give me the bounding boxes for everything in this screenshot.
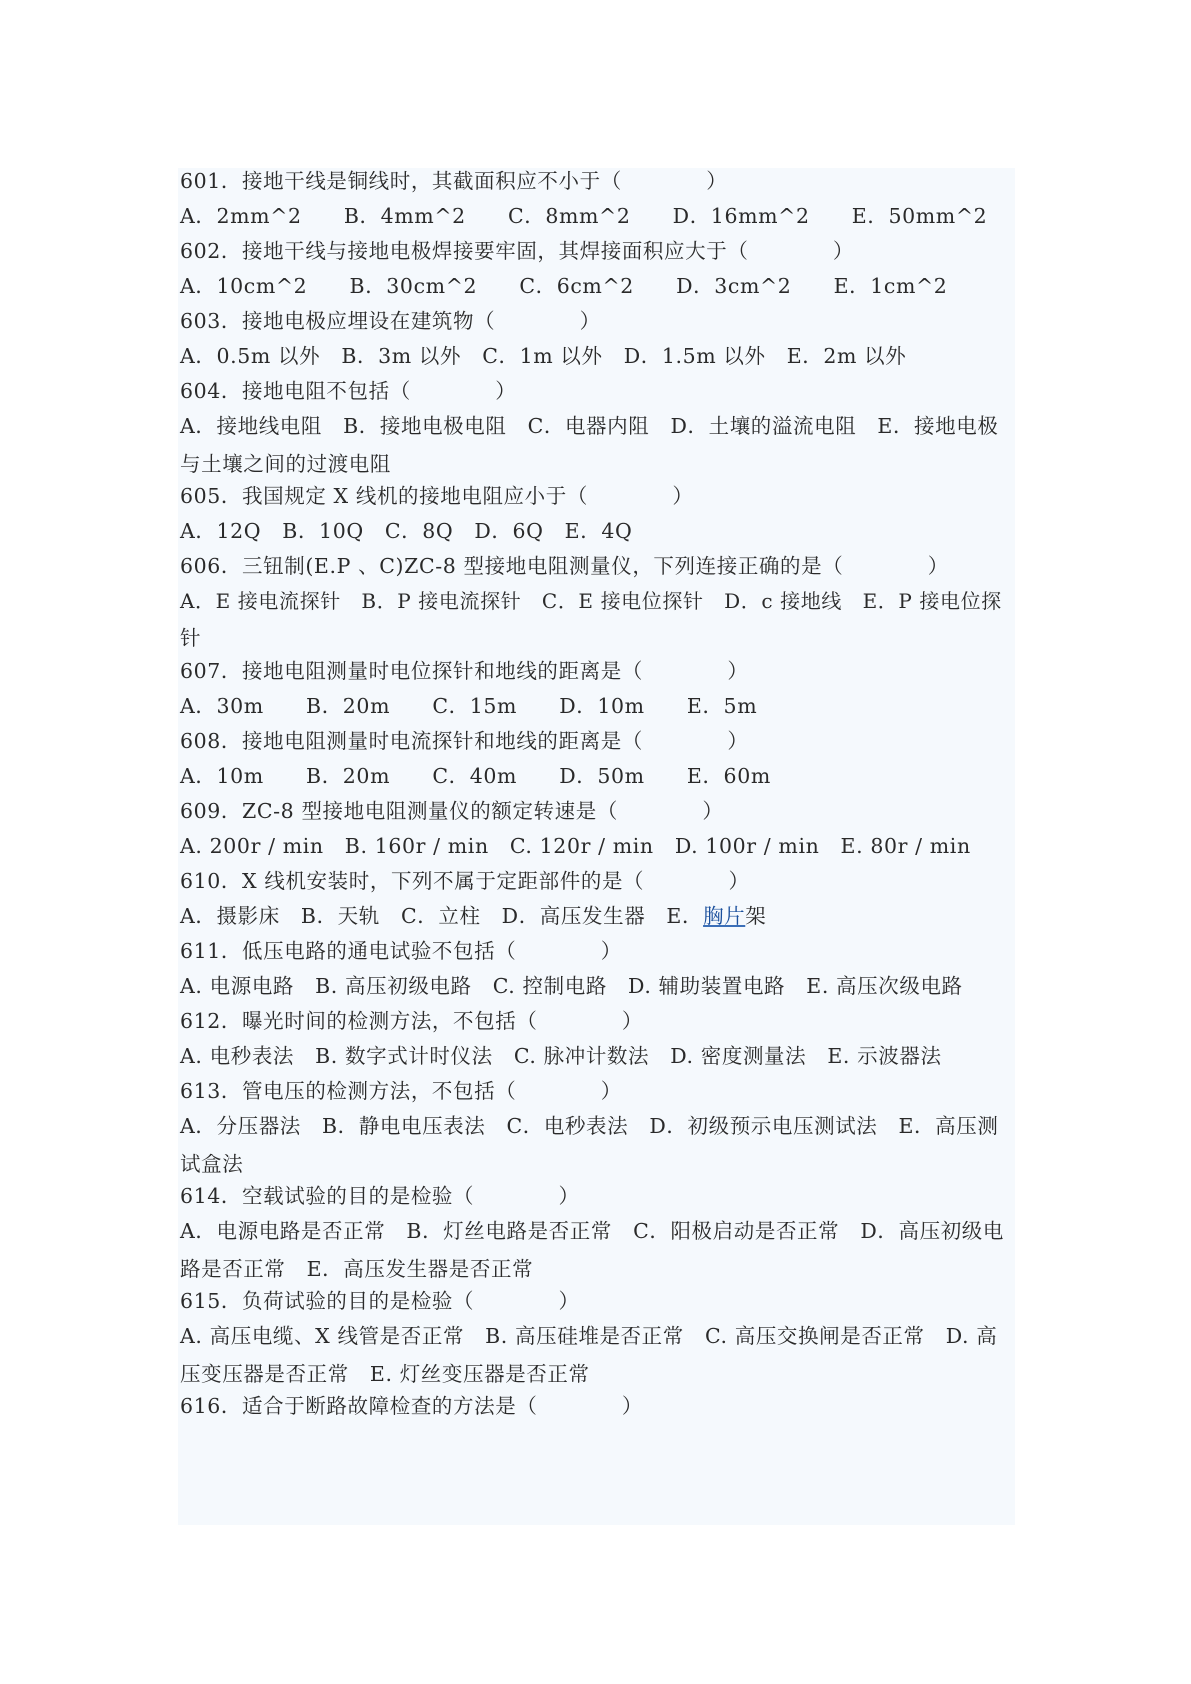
options-612: A. 电秒表法 B. 数字式计时仪法 C. 脉冲计数法 D. 密度测量法 E. 示波器法 <box>180 1044 942 1068</box>
options-615-cont: 压变压器是否正常 E. 灯丝变压器是否正常 <box>180 1362 590 1386</box>
options-614-cont: 路是否正常 E．高压发生器是否正常 <box>180 1257 534 1281</box>
options-604: A．接地线电阻 B．接地电极电阻 C．电器内阻 D．土壤的溢流电阻 E．接地电极 <box>180 414 999 438</box>
options-613: A．分压器法 B．静电电压表法 C．电秒表法 D．初级预示电压测试法 E．高压测 <box>180 1114 999 1138</box>
question-606: 606．三钮制(E.P 、C)ZC-8 型接地电阻测量仪，下列连接正确的是（ ） <box>180 554 949 578</box>
question-610: 610．X 线机安装时，下列不属于定距部件的是（ ） <box>180 869 750 893</box>
options-606-cont: 针 <box>180 626 202 650</box>
options-609: A. 200r / min B. 160r / min C. 120r / min D. 100r / min E. 80r / min <box>180 834 971 858</box>
options-602: A．10cm^2 B．30cm^2 C．6cm^2 D．3cm^2 E．1cm^2 <box>180 274 948 298</box>
options-615: A. 高压电缆、X 线管是否正常 B. 高压硅堆是否正常 C. 高压交换闸是否正常 D. 高 <box>180 1324 998 1348</box>
options-611: A. 电源电路 B. 高压初级电路 C. 控制电路 D. 辅助装置电路 E. 高压次级电路 <box>180 974 963 998</box>
options-606: A．E 接电流探针 B．P 接电流探针 C．E 接电位探针 D．c 接地线 E．P 接电位探 <box>180 589 1002 613</box>
question-614: 614．空载试验的目的是检验（ ） <box>180 1184 580 1208</box>
question-block <box>178 168 1015 1525</box>
question-615: 615．负荷试验的目的是检验（ ） <box>180 1289 580 1313</box>
question-612: 612．曝光时间的检测方法，不包括（ ） <box>180 1009 643 1033</box>
options-610-tail: 架 <box>745 904 767 928</box>
options-601: A．2mm^2 B．4mm^2 C．8mm^2 D．16mm^2 E．50mm^2 <box>180 204 988 228</box>
options-605: A．12Q B．10Q C．8Q D．6Q E．4Q <box>180 519 633 543</box>
question-616: 616．适合于断路故障检查的方法是（ ） <box>180 1394 643 1418</box>
options-610-text: A．摄影床 B．天轨 C．立柱 D．高压发生器 E． <box>180 904 704 928</box>
question-601: 601．接地干线是铜线时，其截面积应不小于（ ） <box>180 169 728 193</box>
question-607: 607．接地电阻测量时电位探针和地线的距离是（ ） <box>180 659 749 683</box>
question-608: 608．接地电阻测量时电流探针和地线的距离是（ ） <box>180 729 749 753</box>
options-610 <box>180 903 766 929</box>
options-603: A．0.5m 以外 B．3m 以外 C．1m 以外 D．1.5m 以外 E．2m 以外 <box>180 344 907 368</box>
question-602: 602．接地干线与接地电极焊接要牢固，其焊接面积应大于（ ） <box>180 239 854 263</box>
question-613: 613．管电压的检测方法，不包括（ ） <box>180 1079 622 1103</box>
options-613-cont: 试盒法 <box>180 1152 244 1176</box>
options-608: A．10m B．20m C．40m D．50m E．60m <box>180 764 771 788</box>
chest-film-link[interactable]: 胸片 <box>703 904 746 928</box>
question-609: 609．ZC-8 型接地电阻测量仪的额定转速是（ ） <box>180 799 724 823</box>
question-611: 611．低压电路的通电试验不包括（ ） <box>180 939 622 963</box>
question-605: 605．我国规定 X 线机的接地电阻应小于（ ） <box>180 484 694 508</box>
question-603: 603．接地电极应埋设在建筑物（ ） <box>180 309 601 333</box>
options-607: A．30m B．20m C．15m D．10m E．5m <box>180 694 758 718</box>
question-604: 604．接地电阻不包括（ ） <box>180 379 517 403</box>
options-614: A．电源电路是否正常 B．灯丝电路是否正常 C．阳极启动是否正常 D．高压初级电 <box>180 1219 1004 1243</box>
options-604-cont: 与土壤之间的过渡电阻 <box>180 452 391 476</box>
